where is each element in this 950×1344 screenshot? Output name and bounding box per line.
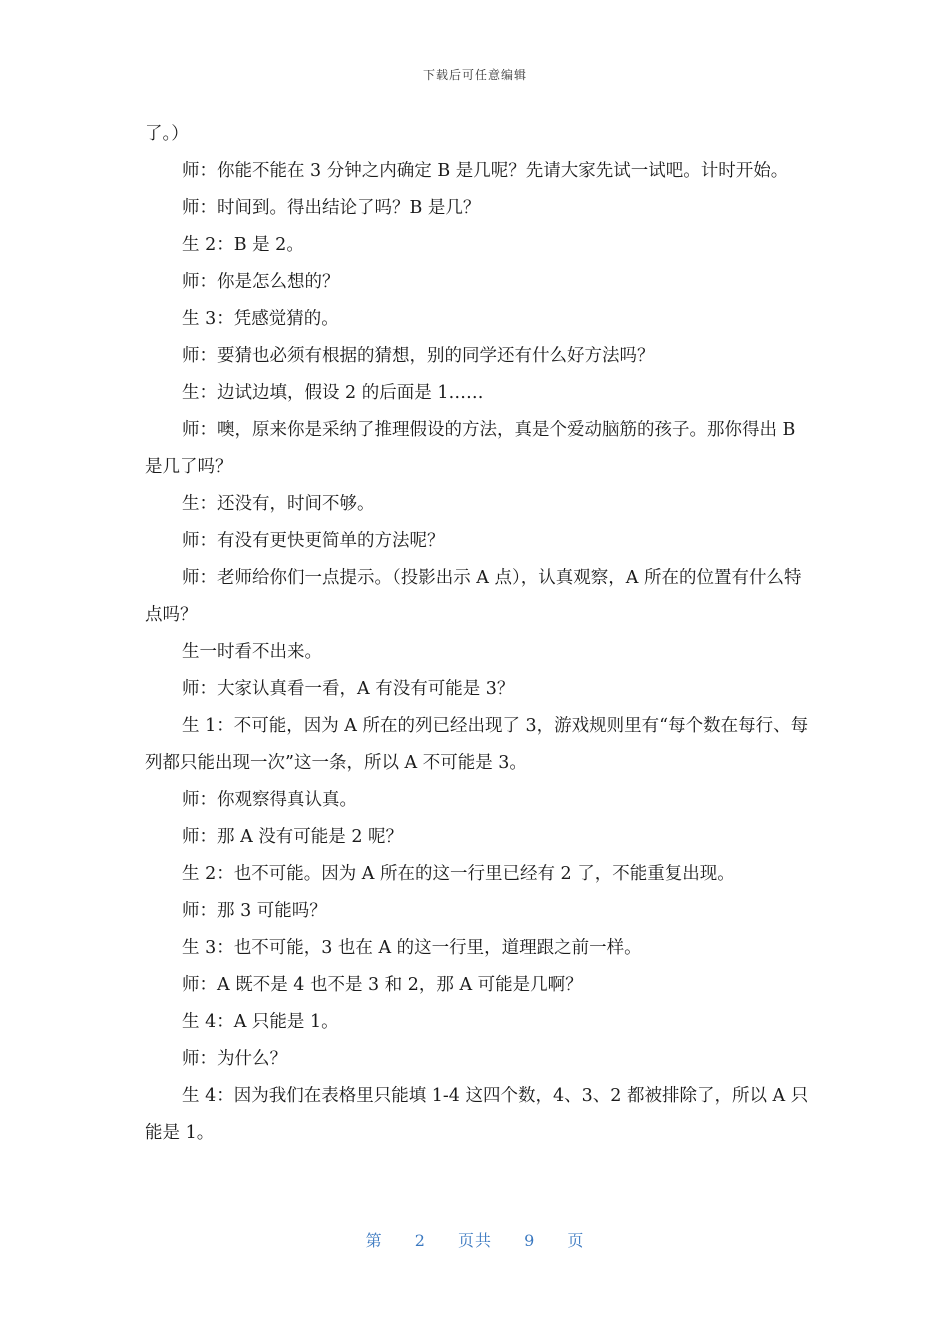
paragraph: 师：有没有更快更简单的方法呢？ bbox=[182, 531, 445, 551]
paragraph: 生 4：因为我们在表格里只能填 1-4 这四个数，4、3、2 都被排除了，所以 A 只能是 1。 bbox=[145, 1086, 809, 1143]
page-number-footer bbox=[0, 1228, 950, 1251]
paragraph: 生：还没有，时间不够。 bbox=[182, 494, 375, 514]
paragraph: 生：边试边填，假设 2 的后面是 1…… bbox=[182, 383, 484, 403]
paragraph: 生一时看不出来。 bbox=[182, 642, 322, 662]
paragraph: 师：你是怎么想的？ bbox=[182, 272, 340, 292]
paragraph: 生 2：也不可能。因为 A 所在的这一行里已经有 2 了，不能重复出现。 bbox=[182, 864, 735, 884]
footer-middle: 页共 bbox=[457, 1231, 492, 1250]
paragraph: 师：那 A 没有可能是 2 呢？ bbox=[182, 827, 404, 847]
paragraph: 师：你观察得真认真。 bbox=[182, 790, 357, 810]
footer-prefix: 第 bbox=[365, 1231, 383, 1250]
paragraph: 师：大家认真看一看，A 有没有可能是 3？ bbox=[182, 679, 515, 699]
footer-current-page: 2 bbox=[414, 1231, 426, 1250]
paragraph: 师：你能不能在 3 分钟之内确定 B 是几呢？先请大家先试一试吧。计时开始。 bbox=[182, 161, 789, 181]
paragraph: 生 2：B 是 2。 bbox=[182, 235, 304, 255]
document-body bbox=[145, 116, 810, 1152]
paragraph: 师：那 3 可能吗？ bbox=[182, 901, 327, 921]
paragraph: 了。） bbox=[145, 124, 189, 144]
footer-total-pages: 9 bbox=[524, 1231, 536, 1250]
page-header-note: 下载后可任意编辑 bbox=[422, 68, 527, 82]
paragraph: 师：要猜也必须有根据的猜想，别的同学还有什么好方法吗？ bbox=[182, 346, 655, 366]
paragraph: 生 1：不可能，因为 A 所在的列已经出现了 3，游戏规则里有“每个数在每行、每列都只能出现一次”这一条，所以 A 不可能是 3。 bbox=[145, 716, 809, 773]
paragraph: 生 4：A 只能是 1。 bbox=[182, 1012, 339, 1032]
paragraph: 生 3：凭感觉猜的。 bbox=[182, 309, 339, 329]
paragraph: 生 3：也不可能，3 也在 A 的这一行里，道理跟之前一样。 bbox=[182, 938, 642, 958]
paragraph: 师：A 既不是 4 也不是 3 和 2，那 A 可能是几啊？ bbox=[182, 975, 583, 995]
paragraph: 师：为什么？ bbox=[182, 1049, 287, 1069]
paragraph: 师：时间到。得出结论了吗？B 是几？ bbox=[182, 198, 481, 218]
footer-suffix: 页 bbox=[567, 1231, 585, 1250]
paragraph: 师：老师给你们一点提示。（投影出示 A 点），认真观察，A 所在的位置有什么特点吗？ bbox=[145, 568, 802, 625]
paragraph: 师：噢，原来你是采纳了推理假设的方法，真是个爱动脑筋的孩子。那你得出 B 是几了吗？ bbox=[145, 420, 796, 477]
